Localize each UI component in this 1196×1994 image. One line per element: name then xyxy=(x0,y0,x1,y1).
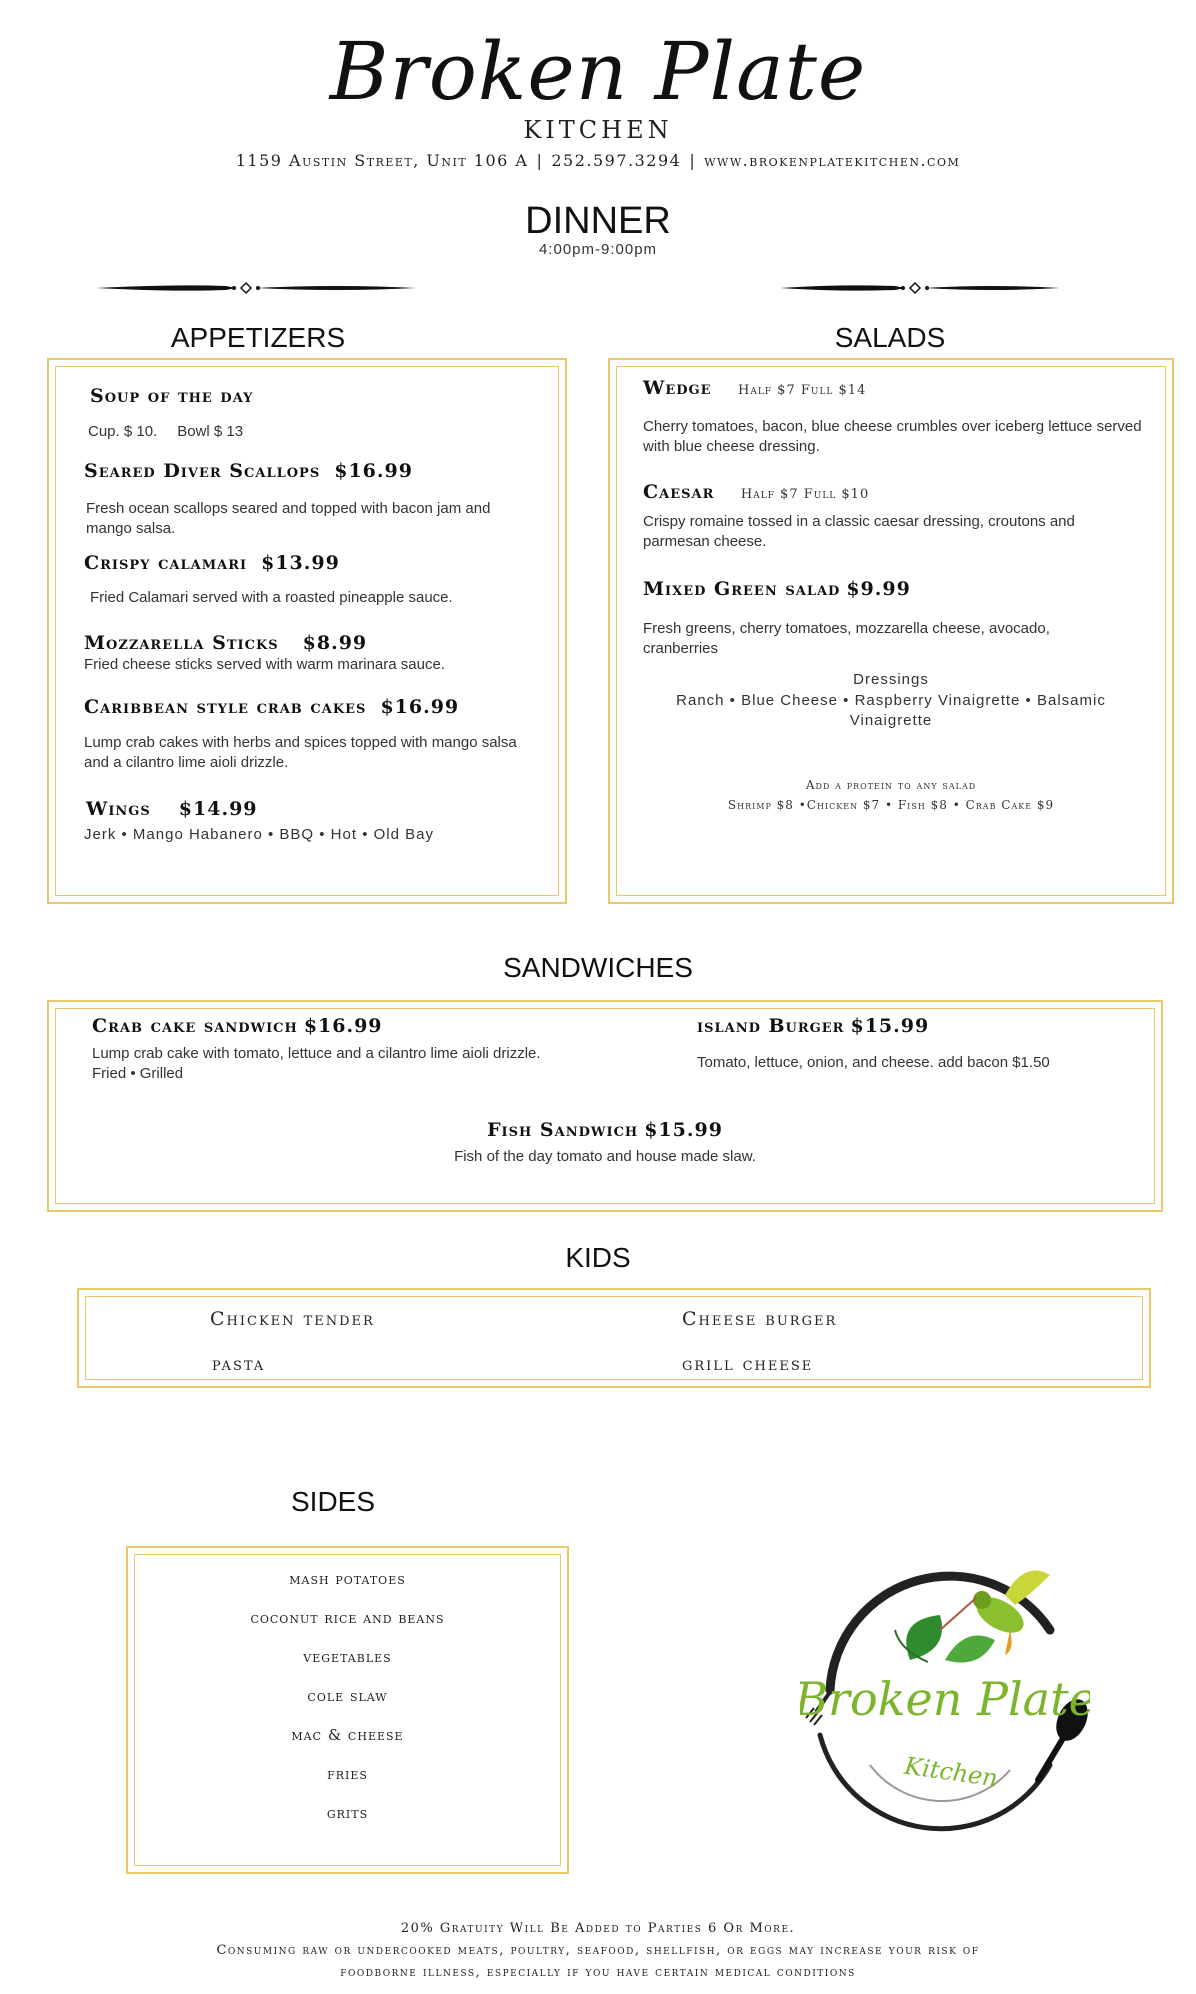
item-price: $16.99 xyxy=(380,696,460,718)
side-item: mac & cheese xyxy=(291,1726,404,1744)
item-name: Mixed Green salad xyxy=(643,578,841,600)
side-item: coconut rice and beans xyxy=(250,1609,445,1627)
soup-prices xyxy=(88,422,243,442)
appetizer-soup xyxy=(90,385,253,407)
soup-bowl-price: Bowl $ 13 xyxy=(177,423,244,440)
item-price: $8.99 xyxy=(302,632,368,654)
kids-item: grill cheese xyxy=(682,1353,814,1375)
sandwich-crab-title xyxy=(92,1015,383,1037)
side-item: mash potatoes xyxy=(289,1570,406,1588)
item-sizes: Half $7 Full $14 xyxy=(737,383,867,398)
salad-wedge-desc: Cherry tomatoes, bacon, blue cheese crumbles over iceberg lettuce served with blue cheese dressing. xyxy=(643,418,1142,455)
appetizer-calamari-desc: Fried Calamari served with a roasted pineapple sauce. xyxy=(90,589,453,606)
side-item: grits xyxy=(326,1804,369,1822)
item-price: $13.99 xyxy=(261,552,340,574)
salad-wedge-title xyxy=(643,377,866,399)
sandwich-crab-desc: Lump crab cake with tomato, lettuce and a cilantro lime aioli drizzle. Fried • Grilled xyxy=(92,1045,541,1082)
item-name: Crispy calamari xyxy=(84,552,248,574)
side-item: vegetables xyxy=(303,1648,392,1666)
footer-warning-2: foodborne illness, especially if you have certain medical conditions xyxy=(340,1965,856,1980)
brand-logo xyxy=(800,1540,1090,1850)
item-name: Caribbean style crab cakes xyxy=(84,696,367,718)
item-name: Crab cake sandwich xyxy=(92,1015,298,1037)
website: www.brokenplatekitchen.com xyxy=(704,151,961,170)
item-name: Mozzarella Sticks xyxy=(84,632,279,654)
salad-mixed-title xyxy=(643,578,911,600)
protein-title: Add a protein to any salad xyxy=(805,778,977,792)
sandwich-fish-desc: Fish of the day tomato and house made slaw. xyxy=(454,1148,756,1165)
section-title-kids: KIDS xyxy=(565,1242,631,1273)
divider-ornament-right xyxy=(780,278,1060,298)
sandwich-fish-title xyxy=(47,1119,1163,1141)
item-sizes: Half $7 Full $10 xyxy=(740,487,870,502)
dressings-list: Ranch • Blue Cheese • Raspberry Vinaigrette • Balsamic Vinaigrette xyxy=(676,692,1106,729)
brand-title: Broken Plate xyxy=(329,25,867,118)
appetizer-wings-title xyxy=(86,798,258,820)
dressings-title: Dressings xyxy=(853,671,929,688)
item-price: $9.99 xyxy=(846,578,911,600)
brand-subtitle: KITCHEN xyxy=(523,116,673,144)
item-price: $16.99 xyxy=(303,1015,383,1037)
salad-caesar-desc: Crispy romaine tossed in a classic caesar dressing, croutons and parmesan cheese. xyxy=(643,513,1075,550)
item-price: $16.99 xyxy=(334,460,413,482)
footer-gratuity: 20% Gratuity Will Be Added to Parties 6 Or More. xyxy=(400,1921,796,1936)
menu-title: DINNER xyxy=(525,200,671,242)
logo-sub-text: Kitchen xyxy=(902,1751,1000,1793)
appetizer-calamari-title xyxy=(84,552,340,574)
item-name: island Burger xyxy=(697,1015,845,1037)
sandwich-burger-desc: Tomato, lettuce, onion, and cheese. add bacon $1.50 xyxy=(697,1054,1050,1071)
item-name: Wedge xyxy=(643,377,712,399)
kids-item: Cheese burger xyxy=(682,1308,838,1330)
section-title-salads: SALADS xyxy=(834,322,946,353)
item-name: Caesar xyxy=(643,481,715,503)
appetizer-scallops-desc: Fresh ocean scallops seared and topped with bacon jam and mango salsa. xyxy=(86,500,491,537)
item-price: $15.99 xyxy=(850,1015,930,1037)
kids-item: pasta xyxy=(212,1353,266,1375)
item-name: Soup of the day xyxy=(90,385,254,407)
logo-brand-text: Broken Plate xyxy=(800,1672,1090,1726)
sandwich-burger-title xyxy=(697,1015,929,1037)
item-price: $15.99 xyxy=(644,1119,723,1141)
menu-hours: 4:00pm-9:00pm xyxy=(538,241,658,258)
footer-warning-1: Consuming raw or undercooked meats, poultry, seafood, shellfish, or eggs may increase your risk of xyxy=(216,1943,980,1958)
appetizer-mozzarella-title xyxy=(84,632,367,654)
protein-options: Shrimp $8 •Chicken $7 • Fish $8 • Crab Cake $9 xyxy=(727,798,1055,812)
address: 1159 Austin Street, Unit 106 A xyxy=(235,151,529,170)
plate-logo-icon xyxy=(800,1540,1090,1850)
sides-list xyxy=(126,1570,569,1843)
item-name: Wings xyxy=(86,798,151,820)
item-name: Fish Sandwich xyxy=(487,1119,639,1141)
salad-mixed-desc: Fresh greens, cherry tomatoes, mozzarella cheese, avocado, cranberries xyxy=(643,620,1050,657)
kids-item: Chicken tender xyxy=(210,1308,375,1330)
side-item: fries xyxy=(327,1765,368,1783)
appetizer-scallops-title xyxy=(84,460,413,482)
side-item: cole slaw xyxy=(307,1687,388,1705)
salad-caesar-title xyxy=(643,481,869,503)
item-price: $14.99 xyxy=(178,798,258,820)
appetizer-crabcakes-desc: Lump crab cakes with herbs and spices topped with mango salsa and a cilantro lime aioli drizzle. xyxy=(84,734,517,771)
appetizer-wings-flavors: Jerk • Mango Habanero • BBQ • Hot • Old Bay xyxy=(84,826,434,843)
soup-cup-price: Cup. $ 10. xyxy=(88,423,158,440)
item-name: Seared Diver Scallops xyxy=(84,460,321,482)
contact-line: 1159 Austin Street, Unit 106 A | 252.597.3294 | www.brokenplatekitchen.com xyxy=(235,151,961,170)
section-title-sides: SIDES xyxy=(290,1486,376,1517)
phone: 252.597.3294 xyxy=(551,151,682,170)
section-title-sandwiches: SANDWICHES xyxy=(503,952,693,983)
section-title-appetizers: APPETIZERS xyxy=(170,322,346,353)
appetizer-mozzarella-desc: Fried cheese sticks served with warm marinara sauce. xyxy=(84,656,445,673)
appetizer-crabcakes-title xyxy=(84,696,459,718)
divider-ornament-left xyxy=(96,278,416,298)
